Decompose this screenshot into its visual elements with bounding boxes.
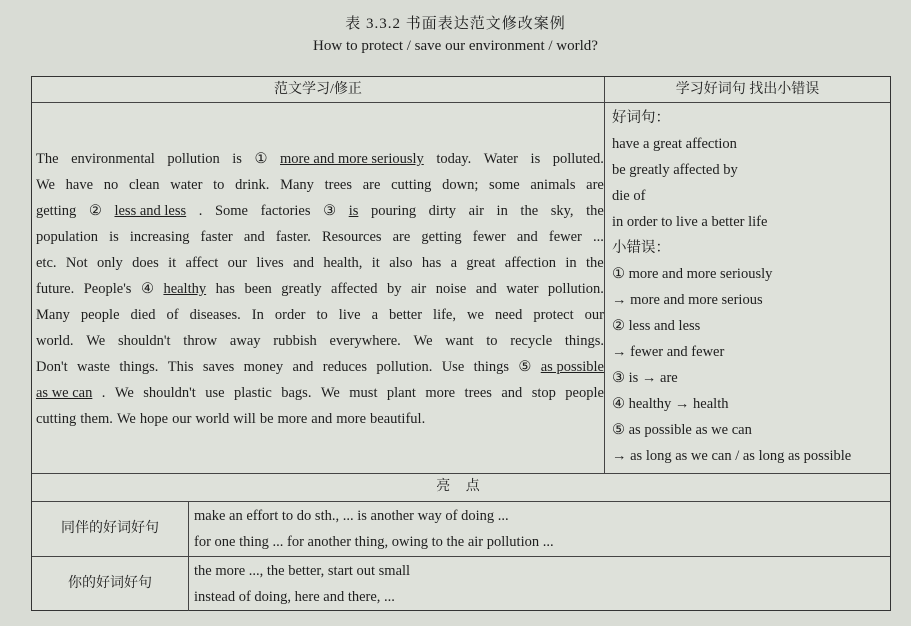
- word: stop: [531, 385, 556, 401]
- note-line: → more and more serious: [612, 292, 763, 308]
- word: them.: [80, 411, 113, 427]
- word: and: [243, 229, 265, 245]
- word: bags.: [281, 385, 312, 401]
- essay-text: [36, 146, 604, 432]
- column-divider: [604, 77, 605, 473]
- word: We: [413, 333, 433, 349]
- essay-line: [36, 380, 604, 406]
- word: fewer: [472, 229, 506, 245]
- word: clean: [128, 177, 160, 193]
- note-line: ② less and less: [612, 318, 701, 334]
- word: environmental: [71, 151, 155, 167]
- essay-line: [36, 302, 604, 328]
- note-line: 好词句：: [612, 110, 670, 126]
- note-line: ① more and more seriously: [612, 266, 773, 282]
- word: air: [468, 203, 484, 219]
- word: water: [170, 177, 203, 193]
- word: great: [466, 255, 496, 271]
- word: people: [80, 307, 120, 323]
- word: greatly: [281, 281, 322, 297]
- essay-line: [36, 146, 604, 172]
- word: rubbish: [273, 333, 317, 349]
- word: noise: [435, 281, 467, 297]
- word: it: [168, 255, 177, 271]
- error-underline: healthy: [163, 281, 207, 297]
- word: Many: [280, 177, 314, 193]
- note-line: ③ is → are: [612, 370, 678, 386]
- essay-line: [36, 198, 604, 224]
- word: to: [486, 333, 498, 349]
- word: hope: [139, 411, 169, 427]
- word: ②: [88, 203, 102, 219]
- word: the: [586, 255, 604, 271]
- word: affection: [504, 255, 557, 271]
- word: This: [167, 359, 194, 375]
- word: it: [371, 255, 380, 271]
- word: Some: [214, 203, 248, 219]
- word: pouring: [370, 203, 417, 219]
- error-underline: more and more seriously: [280, 151, 424, 167]
- word: faster.: [275, 229, 311, 245]
- word: cutting: [36, 411, 77, 427]
- word: today.: [436, 151, 472, 167]
- word: things: [473, 359, 510, 375]
- word: are: [392, 229, 411, 245]
- word: We: [86, 333, 106, 349]
- word: trees: [464, 385, 492, 401]
- word: is: [530, 151, 541, 167]
- word: We: [320, 385, 340, 401]
- word: drink.: [235, 177, 270, 193]
- word: saves: [202, 359, 235, 375]
- word: factories: [260, 203, 311, 219]
- word: protect: [533, 307, 574, 323]
- word: in: [496, 203, 508, 219]
- word: does: [132, 255, 159, 271]
- word: and: [292, 359, 314, 375]
- word: pollution.: [547, 281, 604, 297]
- word: and: [293, 255, 314, 271]
- word: world.: [36, 333, 74, 349]
- word: polluted.: [552, 151, 604, 167]
- word: diseases.: [189, 307, 241, 323]
- word: shouldn't: [117, 333, 171, 349]
- word: are: [586, 177, 604, 193]
- word: are: [362, 177, 381, 193]
- word: has: [421, 255, 442, 271]
- essay-line: [36, 276, 604, 302]
- header-notes: 学习好词句 找出小错误: [605, 77, 890, 103]
- note-line: → fewer and fewer: [612, 344, 725, 360]
- table-caption: 表 3.3.2 书面表达范文修改案例: [345, 16, 566, 32]
- essay-line: [36, 406, 604, 432]
- word: future.: [36, 281, 75, 297]
- word: Many: [36, 307, 70, 323]
- revision-table: [31, 76, 891, 611]
- error-underline: as we can: [36, 385, 93, 401]
- word: things.: [119, 359, 159, 375]
- word: lives: [256, 255, 284, 271]
- word: Use: [441, 359, 465, 375]
- error-underline: as possible: [540, 359, 604, 375]
- header-essay: 范文学习/修正: [32, 77, 604, 103]
- word: We: [36, 177, 55, 193]
- word: money: [243, 359, 284, 375]
- essay-line: [36, 250, 604, 276]
- word: pollution: [167, 151, 220, 167]
- word: of: [166, 307, 179, 323]
- word: Resources: [321, 229, 382, 245]
- phrase-line: make an effort to do sth., ... is another way of doing ...: [194, 508, 509, 524]
- word: life,: [433, 307, 456, 323]
- note-line: have a great affection: [612, 136, 737, 152]
- word: population: [36, 229, 99, 245]
- notes-list: [612, 105, 851, 469]
- word: dirty: [428, 203, 457, 219]
- word: also: [389, 255, 413, 271]
- word: live: [338, 307, 361, 323]
- note-line: ⑤ as possible as we can: [612, 422, 752, 438]
- word: no: [103, 177, 119, 193]
- word: .: [198, 203, 203, 219]
- word: .: [101, 385, 106, 401]
- word: some: [489, 177, 520, 193]
- word: health,: [323, 255, 363, 271]
- phrase-line: the more ..., the better, start out small: [194, 563, 411, 579]
- word: world: [195, 411, 230, 427]
- word: only: [97, 255, 123, 271]
- word: ⑤: [518, 359, 532, 375]
- word: getting: [421, 229, 462, 245]
- word: and: [501, 385, 523, 401]
- word: ①: [254, 151, 268, 167]
- peer-label: 同伴的好词好句: [61, 521, 159, 536]
- error-underline: is: [348, 203, 359, 219]
- own-phrases: [194, 558, 410, 610]
- word: to: [213, 177, 225, 193]
- word: is: [232, 151, 242, 167]
- word: faster: [200, 229, 233, 245]
- word: ④: [140, 281, 154, 297]
- essay-line: [36, 328, 604, 354]
- word: Not: [65, 255, 88, 271]
- own-label: 你的好词好句: [68, 576, 152, 591]
- word: pollution.: [376, 359, 433, 375]
- word: Don't: [36, 359, 68, 375]
- word: order: [274, 307, 306, 323]
- word: died: [130, 307, 156, 323]
- note-line: die of: [612, 188, 646, 204]
- word: animals: [530, 177, 576, 193]
- word: air: [410, 281, 427, 297]
- word: affected: [331, 281, 378, 297]
- word: more: [425, 385, 456, 401]
- essay-line: [36, 224, 604, 250]
- phrase-line: for one thing ... for another thing, owing to the air pollution ...: [194, 534, 554, 550]
- word: increasing: [129, 229, 190, 245]
- word: in: [565, 255, 577, 271]
- essay-title: How to protect / save our environment / world?: [313, 38, 598, 54]
- note-line: ④ healthy → health: [612, 396, 729, 412]
- word: ③: [323, 203, 337, 219]
- word: and: [311, 411, 333, 427]
- word: more: [336, 411, 367, 427]
- word: beautiful.: [370, 411, 426, 427]
- word: our: [584, 307, 604, 323]
- word: more: [277, 411, 308, 427]
- word: waste: [76, 359, 110, 375]
- word: getting: [36, 203, 77, 219]
- word: a: [450, 255, 458, 271]
- word: We: [116, 411, 136, 427]
- word: We: [114, 385, 134, 401]
- word: The: [36, 151, 59, 167]
- word: fewer: [548, 229, 582, 245]
- word: In: [251, 307, 264, 323]
- word: away: [229, 333, 261, 349]
- word: People's: [83, 281, 132, 297]
- word: a: [371, 307, 378, 323]
- word: better: [389, 307, 423, 323]
- note-line: → as long as we can / as long as possible: [612, 448, 852, 464]
- word: must: [349, 385, 378, 401]
- column-divider: [188, 501, 189, 611]
- word: everywhere.: [329, 333, 401, 349]
- word: to: [316, 307, 328, 323]
- word: shouldn't: [143, 385, 196, 401]
- word: use: [205, 385, 225, 401]
- highlights-heading: 亮 点: [436, 479, 486, 494]
- word: the: [520, 203, 539, 219]
- peer-phrases: [194, 503, 554, 555]
- word: recycle: [510, 333, 553, 349]
- word: etc.: [36, 255, 57, 271]
- error-underline: less and less: [114, 203, 187, 219]
- word: the: [586, 203, 604, 219]
- note-line: 小错误：: [612, 240, 670, 256]
- word: down;: [442, 177, 479, 193]
- word: plastic: [233, 385, 272, 401]
- note-line: in order to live a better life: [612, 214, 768, 230]
- essay-line: [36, 354, 604, 380]
- word: affect: [185, 255, 219, 271]
- word: plant: [386, 385, 416, 401]
- essay-line: [36, 172, 604, 198]
- word: reduces: [322, 359, 368, 375]
- word: our: [172, 411, 192, 427]
- word: trees: [324, 177, 352, 193]
- word: ...: [592, 229, 604, 245]
- word: is: [109, 229, 119, 245]
- word: water: [506, 281, 539, 297]
- word: things.: [564, 333, 604, 349]
- word: have: [65, 177, 94, 193]
- word: by: [386, 281, 402, 297]
- word: and: [516, 229, 538, 245]
- word: people: [565, 385, 604, 401]
- word: sky,: [550, 203, 574, 219]
- note-line: be greatly affected by: [612, 162, 738, 178]
- word: throw: [183, 333, 218, 349]
- word: we: [467, 307, 484, 323]
- word: has: [215, 281, 235, 297]
- word: be: [259, 411, 274, 427]
- phrase-line: instead of doing, here and there, ...: [194, 589, 395, 605]
- word: will: [233, 411, 256, 427]
- word: cutting: [391, 177, 432, 193]
- word: been: [244, 281, 272, 297]
- word: and: [475, 281, 497, 297]
- word: Water: [483, 151, 519, 167]
- word: want: [445, 333, 474, 349]
- word: need: [494, 307, 523, 323]
- word: our: [227, 255, 247, 271]
